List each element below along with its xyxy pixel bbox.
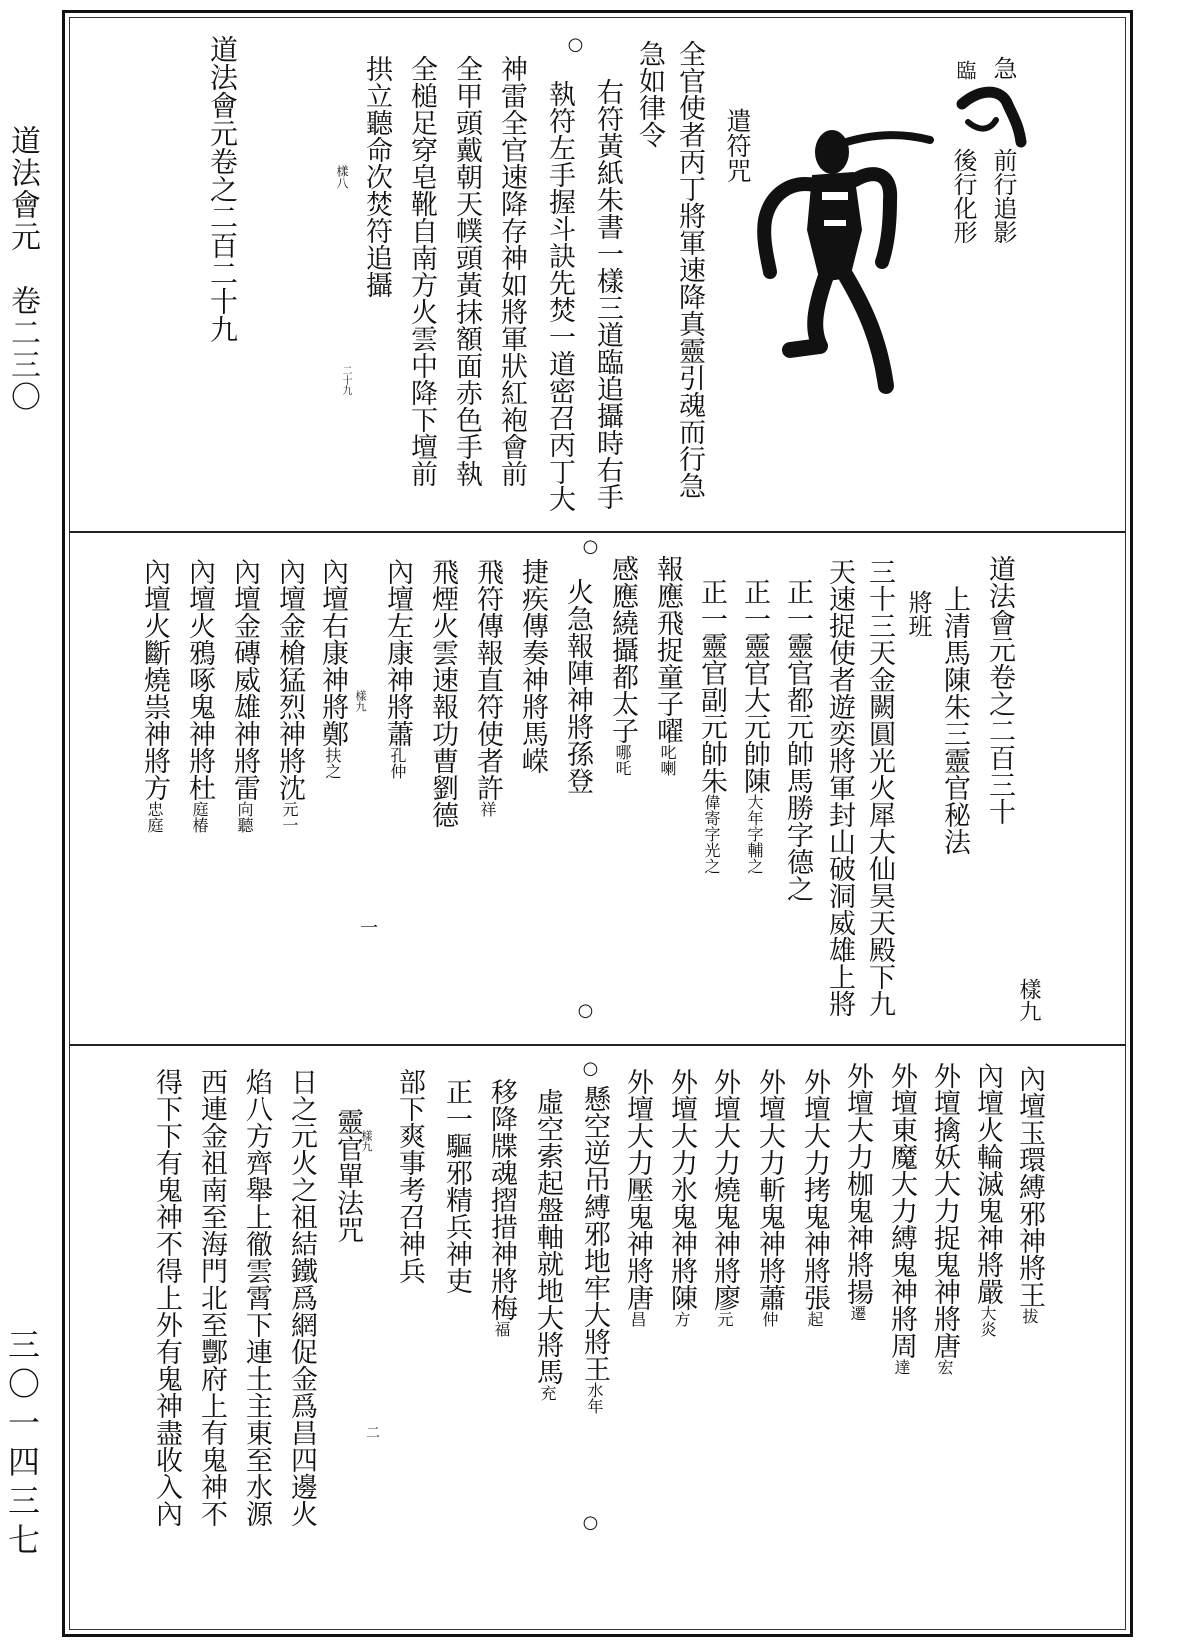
interlinear-note: 方 xyxy=(672,1311,691,1327)
column-text: 正一靈官大元帥陳 xyxy=(739,578,770,794)
column-text: 火急報陣神將孫登 xyxy=(562,578,593,794)
incantation-title: 靈官單法咒 xyxy=(332,1108,363,1243)
margin-page-number: 三〇一四三七 xyxy=(3,1328,41,1562)
text-column xyxy=(408,55,435,487)
circle-mark: ○ xyxy=(565,34,586,55)
circle-mark: ○ xyxy=(580,1512,601,1533)
text-column xyxy=(756,1068,783,1327)
text-column xyxy=(443,1078,470,1294)
printer-note: 樣九 xyxy=(354,690,367,712)
printer-note: 樣八 xyxy=(335,165,349,189)
interlinear-note: 扶之 xyxy=(323,747,342,779)
circle-mark: ○ xyxy=(580,1058,601,1079)
text-column xyxy=(276,558,303,833)
interlinear-note: 宏 xyxy=(935,1359,954,1375)
text-column xyxy=(1016,1065,1043,1324)
chapter-title: 道法會元卷之二百三十 xyxy=(984,555,1015,825)
incantation-line: 焰八方齊舉上徹雲霄下連土主東至水源 xyxy=(241,1068,272,1527)
register-divider-top xyxy=(69,531,1126,533)
circle-mark: ○ xyxy=(580,536,601,557)
text-column xyxy=(711,1068,738,1327)
interlinear-note: 向聽 xyxy=(235,801,254,833)
incantation-line: 西連金祖南至海門北至酆府上有鬼神不 xyxy=(196,1068,227,1527)
circle-mark: ○ xyxy=(575,1000,596,1021)
column-text: 正一靈官副元帥朱 xyxy=(696,578,727,794)
text-column xyxy=(519,558,546,774)
interlinear-note: 忠庭 xyxy=(145,801,164,833)
talisman-caption-front: 前行追影 xyxy=(989,148,1017,244)
printer-note: 二十九 xyxy=(340,365,351,395)
interlinear-note: 大炎 xyxy=(978,1305,997,1337)
column-text: 內壇火輪滅鬼神將嚴 xyxy=(972,1062,1003,1305)
text-column xyxy=(231,558,258,833)
column-text: 內壇火斷燒祟神將方 xyxy=(139,558,170,801)
column-text: 外壇東魔大力縛鬼神將周 xyxy=(886,1062,917,1359)
interlinear-note: 大年字輔之 xyxy=(745,794,764,874)
column-text: 正一靈官都元帥馬勝字德之 xyxy=(782,578,813,902)
column-text: 飛煙火雲速報功曹劉德 xyxy=(427,558,458,828)
column-text: 外壇大力燒鬼神將廖 xyxy=(709,1068,740,1311)
text-column xyxy=(974,1062,1001,1337)
interlinear-note: 充 xyxy=(538,1385,557,1401)
register-divider-bottom xyxy=(69,1044,1126,1046)
column-text: 內壇右康神將鄭 xyxy=(317,558,348,747)
text-column xyxy=(581,1085,608,1414)
column-text: 外壇大力斬鬼神將蕭 xyxy=(754,1068,785,1311)
text-column xyxy=(801,1068,828,1327)
text-column xyxy=(698,578,725,874)
incantation-line: 得下下有鬼神不得上外有鬼神盡收入內 xyxy=(151,1068,182,1527)
column-text: 右符黃紙朱書一樣三道臨追攝時右手 xyxy=(592,78,623,510)
column-text: 移降牒魂摺措神將梅 xyxy=(486,1078,517,1321)
text-column xyxy=(654,555,681,776)
column-text: 拱立聽命次焚符追攝 xyxy=(361,55,392,298)
section-title: 將班 xyxy=(904,590,932,638)
text-column xyxy=(363,55,390,298)
column-text: 急如律令 xyxy=(634,40,665,148)
talisman-figure xyxy=(740,80,1030,400)
text-column xyxy=(741,578,768,874)
text-column xyxy=(844,1062,871,1321)
column-text: 內壇金磚威雄神將雷 xyxy=(229,558,260,801)
printer-note: 樣九 xyxy=(360,1130,373,1152)
talisman-char-ji: 急 xyxy=(989,56,1017,80)
column-text: 內壇左康神將蕭 xyxy=(382,558,413,747)
text-column xyxy=(534,1088,561,1401)
interlinear-note: 達 xyxy=(892,1359,911,1375)
column-text: 捷疾傳奏神將馬嵘 xyxy=(517,558,548,774)
interlinear-note: 庭椿 xyxy=(190,801,209,833)
text-column xyxy=(429,558,456,828)
incantation-line: 日之元火之祖結鐵爲網促金爲昌四邊火 xyxy=(286,1068,317,1527)
column-text: 正一驅邪精兵神吏 xyxy=(441,1078,472,1294)
column-text: 神雷全官速降存神如將軍狀紅袍會前 xyxy=(496,55,527,487)
column-text: 外壇大力壓鬼神將唐 xyxy=(622,1068,653,1311)
column-text: 全官使者丙丁將軍速降真靈引魂而行急 xyxy=(674,40,705,499)
chapter-subtitle: 上清馬陳朱三靈官秘法 xyxy=(939,585,970,855)
column-text: 三十三天金闕圓光火犀大仙昊天殿下九 xyxy=(864,558,895,1017)
text-column xyxy=(624,1068,651,1327)
talisman-caption-back: 後行化形 xyxy=(949,148,977,244)
column-text: 報應飛捉童子嚁 xyxy=(652,555,683,744)
column-text: 懸空逆吊縛邪地牢大將王 xyxy=(579,1085,610,1382)
column-text: 內壇金槍猛烈神將沈 xyxy=(274,558,305,801)
text-column xyxy=(396,1068,423,1284)
text-column xyxy=(888,1062,915,1375)
column-text: 飛符傳報直符使者許 xyxy=(472,558,503,801)
text-column xyxy=(784,578,811,902)
interlinear-note: 哪吒 xyxy=(613,744,632,776)
column-text: 全槌足穿皂靴自南方火雲中降下壇前 xyxy=(406,55,437,487)
column-text: 外壇大力枷鬼神將揚 xyxy=(842,1062,873,1305)
interlinear-note: 福 xyxy=(492,1321,511,1337)
text-column xyxy=(498,55,525,487)
interlinear-note: 祥 xyxy=(478,801,497,817)
interlinear-note: 水年 xyxy=(585,1382,604,1414)
margin-volume-label: 道法會元 卷二三〇 xyxy=(5,125,40,413)
text-column xyxy=(931,1062,958,1375)
interlinear-note: 拔 xyxy=(1020,1308,1039,1324)
interlinear-note: 孔仲 xyxy=(388,747,407,779)
text-column xyxy=(826,558,853,1017)
interlinear-note: 昌 xyxy=(628,1311,647,1327)
interlinear-note: 偉寄字光之 xyxy=(702,794,721,874)
column-text: 天速捉使者遊奕將軍封山破洞威雄上將 xyxy=(824,558,855,1017)
column-text: 內壇火鴉啄鬼神將杜 xyxy=(184,558,215,801)
text-column xyxy=(594,78,621,510)
section-title: 遣符咒 xyxy=(723,108,752,183)
interlinear-note: 元 xyxy=(715,1311,734,1327)
column-text: 虛空索起盤軸就地大將馬 xyxy=(532,1088,563,1385)
interlinear-note: 元一 xyxy=(280,801,299,833)
column-text: 部下爽事考召神兵 xyxy=(394,1068,425,1284)
page-mark: 二 xyxy=(364,1425,380,1439)
column-text: 外壇大力氷鬼神將陳 xyxy=(666,1068,697,1311)
column-text: 內壇玉環縛邪神將王 xyxy=(1014,1065,1045,1308)
interlinear-note: 仲 xyxy=(760,1311,779,1327)
interlinear-note: 叱喇 xyxy=(658,744,677,776)
printer-note: 樣九 xyxy=(1016,978,1041,1022)
text-column xyxy=(319,558,346,779)
column-text: 外壇擒妖大力捉鬼神將唐 xyxy=(929,1062,960,1359)
text-column xyxy=(636,40,663,148)
column-text: 感應繞攝都太子 xyxy=(607,555,638,744)
text-column xyxy=(186,558,213,833)
column-text: 外壇大力拷鬼神將張 xyxy=(799,1068,830,1311)
text-column xyxy=(609,555,636,776)
text-column xyxy=(453,55,480,487)
talisman-char-lin: 臨 xyxy=(953,60,977,80)
column-text: 執符左手握斗訣先焚一道密召丙丁大 xyxy=(544,80,575,512)
column-text: 全甲頭戴朝天幞頭黃抹額面赤色手執 xyxy=(451,55,482,487)
text-column xyxy=(141,558,168,833)
text-column xyxy=(546,80,573,512)
dash-mark: 一 xyxy=(357,918,378,936)
text-column xyxy=(668,1068,695,1327)
text-column xyxy=(384,558,411,779)
interlinear-note: 起 xyxy=(805,1311,824,1327)
text-column xyxy=(866,558,893,1017)
text-column xyxy=(676,40,703,499)
chapter-end-title: 道法會元卷之二百二十九 xyxy=(206,35,239,343)
text-column xyxy=(564,578,591,794)
interlinear-note: 遷 xyxy=(848,1305,867,1321)
text-column xyxy=(488,1078,515,1337)
text-column xyxy=(474,558,501,817)
